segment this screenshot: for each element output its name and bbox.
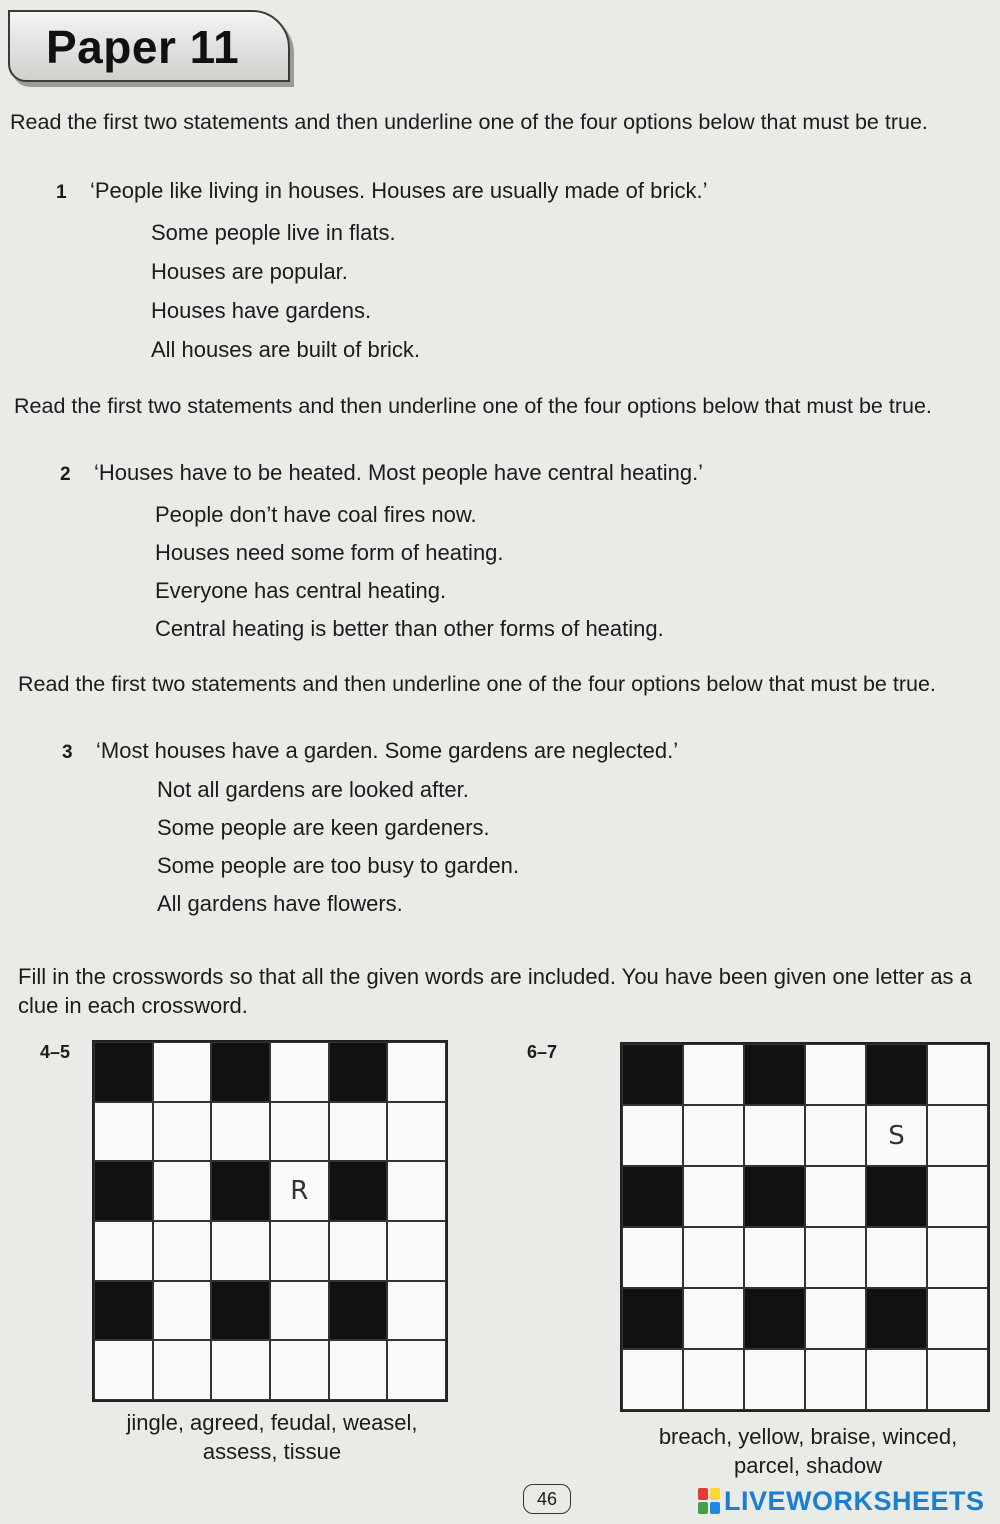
crossword-clue-cell[interactable]: R: [270, 1161, 329, 1221]
question-number: 3: [62, 742, 73, 763]
question-statement: ‘People like living in houses. Houses are usually made of brick.’: [90, 178, 708, 203]
crossword-cell[interactable]: [329, 1221, 388, 1281]
crossword-cell[interactable]: [927, 1044, 988, 1105]
question-statement: ‘Most houses have a garden. Some gardens are neglected.’: [96, 738, 679, 763]
option-1a[interactable]: Some people live in flats.: [151, 220, 396, 245]
crossword-block: [94, 1161, 153, 1221]
crossword-cell[interactable]: [744, 1349, 805, 1410]
crossword-cell[interactable]: [270, 1221, 329, 1281]
crossword-block: [329, 1161, 388, 1221]
crossword-block: [744, 1166, 805, 1227]
crossword-block: [622, 1166, 683, 1227]
crossword-grid-6-7: [620, 1042, 990, 1412]
crossword-block: [329, 1042, 388, 1102]
instruction-3: Read the first two statements and then underline one of the four options below that must be true.: [18, 672, 936, 696]
word-list-6-7: [622, 1422, 994, 1480]
crossword-cell[interactable]: [153, 1042, 212, 1102]
crossword-cell[interactable]: [622, 1105, 683, 1166]
option-1d[interactable]: All houses are built of brick.: [151, 337, 421, 362]
crossword-instruction: Fill in the crosswords so that all the given words are included. You have been given one letter as a clue in each crossword.: [18, 964, 972, 1018]
crossword-cell[interactable]: [744, 1105, 805, 1166]
crossword-clue-cell[interactable]: S: [866, 1105, 927, 1166]
page-title: Paper 11: [46, 21, 240, 73]
crossword-block: [211, 1042, 270, 1102]
crossword-block: [211, 1161, 270, 1221]
question-number: 1: [56, 182, 67, 203]
crossword-cell[interactable]: [683, 1288, 744, 1349]
crossword-cell[interactable]: [927, 1227, 988, 1288]
crossword-cell[interactable]: [270, 1340, 329, 1400]
crossword-cell[interactable]: [927, 1105, 988, 1166]
option-1b[interactable]: Houses are popular.: [151, 259, 348, 284]
crossword-cell[interactable]: [153, 1340, 212, 1400]
crossword-block: [211, 1281, 270, 1341]
crossword-cell[interactable]: [387, 1340, 446, 1400]
crossword-block: [744, 1288, 805, 1349]
crossword-cell[interactable]: [683, 1166, 744, 1227]
crossword-block: [94, 1042, 153, 1102]
crossword-cell[interactable]: [211, 1340, 270, 1400]
question-3: [62, 738, 678, 764]
crossword-cell[interactable]: [805, 1227, 866, 1288]
crossword-cell[interactable]: [387, 1161, 446, 1221]
crossword-cell[interactable]: [683, 1349, 744, 1410]
crossword-block: [94, 1281, 153, 1341]
question-number: 2: [60, 464, 71, 485]
option-1c[interactable]: Houses have gardens.: [151, 298, 372, 323]
page-number: 46: [523, 1484, 571, 1514]
crossword-block: [866, 1288, 927, 1349]
crossword-cell[interactable]: [270, 1042, 329, 1102]
crossword-cell[interactable]: [153, 1102, 212, 1162]
crossword-cell[interactable]: [387, 1042, 446, 1102]
crossword-cell[interactable]: [94, 1221, 153, 1281]
question-1: [56, 178, 708, 204]
crossword-cell[interactable]: [683, 1105, 744, 1166]
crossword-cell[interactable]: [805, 1349, 866, 1410]
crossword-cell[interactable]: [622, 1349, 683, 1410]
crossword-cell[interactable]: [622, 1227, 683, 1288]
crossword-cell[interactable]: [270, 1281, 329, 1341]
crossword-cell[interactable]: [211, 1102, 270, 1162]
crossword-block: [866, 1166, 927, 1227]
crossword-cell[interactable]: [94, 1102, 153, 1162]
crossword-block: [622, 1044, 683, 1105]
crossword-block: [744, 1044, 805, 1105]
crossword-cell[interactable]: [153, 1221, 212, 1281]
word-list-4-5: [92, 1408, 452, 1466]
word-list-line: parcel, shadow: [734, 1453, 882, 1478]
crossword-cell[interactable]: [270, 1102, 329, 1162]
option-2c[interactable]: Everyone has central heating.: [155, 578, 447, 603]
crossword-cell[interactable]: [866, 1349, 927, 1410]
crossword-cell[interactable]: [805, 1166, 866, 1227]
word-list-line: breach, yellow, braise, winced,: [658, 1424, 958, 1449]
question-statement: ‘Houses have to be heated. Most people have central heating.’: [94, 460, 704, 485]
page-title-tab: [8, 10, 290, 82]
crossword-cell[interactable]: [744, 1227, 805, 1288]
crossword-block: [622, 1288, 683, 1349]
option-2a[interactable]: People don’t have coal fires now.: [155, 502, 477, 527]
liveworksheets-watermark[interactable]: [698, 1484, 985, 1518]
option-3b[interactable]: Some people are keen gardeners.: [157, 815, 490, 840]
crossword-label-6-7: 6–7: [527, 1042, 558, 1062]
crossword-cell[interactable]: [387, 1102, 446, 1162]
instruction-2: Read the first two statements and then underline one of the four options below that must be true.: [14, 394, 932, 418]
crossword-cell[interactable]: [805, 1105, 866, 1166]
crossword-cell[interactable]: [211, 1221, 270, 1281]
crossword-cell[interactable]: [927, 1166, 988, 1227]
crossword-cell[interactable]: [805, 1044, 866, 1105]
liveworksheets-logo-icon: [698, 1488, 720, 1514]
word-list-line: jingle, agreed, feudal, weasel,: [126, 1410, 418, 1435]
crossword-cell[interactable]: [387, 1221, 446, 1281]
crossword-cell[interactable]: [329, 1340, 388, 1400]
crossword-block: [329, 1281, 388, 1341]
crossword-cell[interactable]: [805, 1288, 866, 1349]
crossword-cell[interactable]: [387, 1281, 446, 1341]
instruction-1: Read the first two statements and then underline one of the four options below that must be true.: [10, 110, 928, 134]
option-2b[interactable]: Houses need some form of heating.: [155, 540, 504, 565]
option-2d[interactable]: Central heating is better than other forms of heating.: [155, 616, 664, 641]
watermark-text: LIVEWORKSHEETS: [724, 1485, 985, 1516]
crossword-grid-4-5: [92, 1040, 448, 1402]
word-list-line: assess, tissue: [202, 1439, 342, 1464]
question-2: [60, 460, 703, 486]
crossword-block: [866, 1044, 927, 1105]
crossword-cell[interactable]: [683, 1227, 744, 1288]
crossword-cell[interactable]: [329, 1102, 388, 1162]
crossword-cell[interactable]: [866, 1227, 927, 1288]
crossword-label-4-5: 4–5: [40, 1042, 71, 1062]
crossword-cell[interactable]: [153, 1281, 212, 1341]
crossword-cell[interactable]: [927, 1349, 988, 1410]
crossword-cell[interactable]: [94, 1340, 153, 1400]
crossword-cell[interactable]: [683, 1044, 744, 1105]
option-3a[interactable]: Not all gardens are looked after.: [157, 777, 469, 802]
option-3d[interactable]: All gardens have flowers.: [157, 891, 403, 916]
crossword-cell[interactable]: [927, 1288, 988, 1349]
option-3c[interactable]: Some people are too busy to garden.: [157, 853, 520, 878]
crossword-cell[interactable]: [153, 1161, 212, 1221]
